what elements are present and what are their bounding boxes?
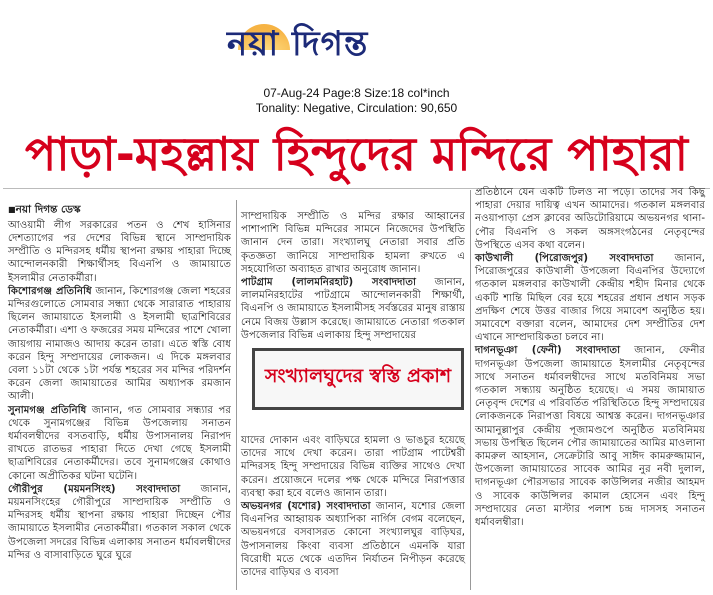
dateline-kicker: কিশোরগঞ্জ প্রতিনিধি xyxy=(8,285,92,297)
paragraph-text: জানান, ফেনীর দাগনভূঞা উপজেলা জামায়াতে ইসলামীর নেতৃবৃন্দের সাথে সনাতন ধর্মাবলম্বীদের সাথে মতবিনিময় সভা গতকাল সন্ধ্যায় অনুষ্ঠিত হয়েছে। এ সময় জামায়াত নেতৃবৃন্দ দেশের এ পরিবর্তিত পরিস্থিতিতে হিন্দু সম্প্রদায়ের লোকজনকে নিরাপত্তা বিষয়ে আশ্বস্ত করেন। দাগনভূঞার আমানুল্লাপুর কেন্দ্রীয় পূজামণ্ডপে অনুষ্ঠিত মতবিনিময় সভায় উপস্থিত ছিলেন পৌর জামায়াতের আমির মাওলানা কামরুল আহসান, সেক্রেটারি আবু সাঈদ কামরুজ্জামান, উপজেলা জামায়াতের সাবেক আমির নুর নবী দুলাল, দাগনভূঞা পৌরসভার সাবেক কাউন্সিলর নজীর আহমদ ও সাবেক কাউন্সিলর কামাল হোসেন এবং হিন্দু সম্প্রদায়ের নেতা মাস্টার পলাশ চন্দ্র দাসসহ সনাতন ধর্মাবলম্বীরা। xyxy=(475,345,706,529)
masthead xyxy=(0,0,713,80)
dateline-kicker: দাগনভূঞা (ফেনী) সংবাদদাতা xyxy=(475,345,621,357)
paragraph-text: যাদের দোকান এবং বাড়িঘরে হামলা ও ভাঙচুর হয়েছে তাদের সাথে দেখা করেন। তারা পাটগ্রাম পাটেশ্বরী মন্দিরসহ হিন্দু সম্প্রদায়ের বিভিন্ন ব্যক্তির সাথেও দেখা করেন। প্রয়োজনে দলের পক্ষ থেকে মন্দিরে নিরাপত্তার ব্যবস্থা করা হবে বলেও জানান তারা। xyxy=(241,435,465,499)
paragraph-text: জানান, গত সোমবার সন্ধ্যার পর থেকে সুনামগঞ্জের বিভিন্ন উপজেলায় সনাতন ধর্মাবলম্বীদের বসতবাড়ি, ধর্মীয় উপাসনালয় নিরাপদ রাখতে রাতভর পাহারা দিতে দেখা গেছে ইসলামী ছাত্রশিবিরের নেতাকর্মীদের। তবে সুনামগঞ্জের কোথাও কোনো অপ্রীতিকর ঘটনা ঘটেনি। xyxy=(8,404,232,482)
paragraph-text: আওয়ামী লীগ সরকারের পতন ও শেখ হাসিনার দেশত্যাগের পর দেশের বিভিন্ন স্থানে সাম্প্রদায়িক সম্প্রীতি ও মন্দিরসহ ধর্মীয় স্থাপনা রক্ষায় পাহারা দিচ্ছে আন্দোলনকারী শিক্ষার্থীসহ বিএনপি ও জামায়াতে ইসলামীর নেতাকর্মীরা। xyxy=(8,219,231,284)
newspaper-logo: নয়া দিগন্ত xyxy=(227,24,369,64)
paragraph-text: জানান, লালমনিরহাটের পাটগ্রামে আন্দোলনকারী শিক্ষার্থী, বিএনপি ও জামায়াতে ইসলামীসহ সর্বস্তরের মানুষ রাস্তায় নেমে বিজয় উল্লাস করেছে। জামায়াতে নেতারা গতকাল উপজেলার বিভিন্ন এলাকায় হিন্দু সম্প্রদায়ের xyxy=(241,277,465,341)
article-paragraph xyxy=(241,500,465,579)
article-paragraph xyxy=(475,186,705,252)
column-rule xyxy=(470,190,471,590)
article-paragraph xyxy=(241,434,465,500)
article-subheadline: সংখ্যালঘুদের স্বস্তি প্রকাশ xyxy=(252,348,464,410)
column-rule xyxy=(236,200,237,590)
article-paragraph xyxy=(241,210,465,276)
paragraph-text: জানান, পিরোজপুরের কাউখালী উপজেলা বিএনপির উদ্যোগে গতকাল মঙ্গলবার কাউখালী কেন্দ্রীয় শহীদ মিনার থেকে একটি শান্তি মিছিল বের হয়ে শহরের প্রধান প্রধান সড়ক প্রদক্ষিণ শেষে উত্তর বাজার গিয়ে সমাবেশ অনুষ্ঠিত হয়। সমাবেশে বক্তারা বলেন, আমাদের দেশ সম্প্রীতির দেশ এখানে সাম্প্রদায়িকতা চলবে না। xyxy=(475,253,705,344)
article-paragraph xyxy=(8,483,231,562)
paragraph-text: জানান, কিশোরগঞ্জ জেলা শহরের মন্দিরগুলোতে সোমবার সন্ধ্যা থেকে সারারাত পাহারায় ছিলেন জামায়াতে ইসলামী ও ইসলামী ছাত্রশিবিরের নেতাকর্মীরা। এশা ও ফজরের সময় মন্দিরের পাশে খোলা জায়গায় নামাজও আদায় করেন তারা। এতে স্বস্তি বোধ করেন হিন্দু সম্প্রদায়ের লোকজন। এ দিকে মঙ্গলবার বেলা ১১টা থেকে ১টা পর্যন্ত শহরের সব মন্দির পরিদর্শন করেন জেলা জামায়াতের আমির অধ্যাপক রমজান আলী। xyxy=(8,285,232,403)
paragraph-text: প্রতিষ্ঠানে যেন একটি ঢিলও না পড়ে। তাদের সব কিছু পাহারা দেয়ার দায়িত্ব এখন আমাদের। গতকাল মঙ্গলবার নওয়াপাড়া প্রেস ক্লাবের অডিটোরিয়ামে অভয়নগর থানা-পৌর বিএনপি ও সকল অঙ্গসংগঠনের নেতৃবৃন্দের উপস্থিতে এসব কথা বলেন। xyxy=(475,187,705,251)
column-1-body xyxy=(8,219,231,562)
article-paragraph xyxy=(241,276,465,342)
article-paragraph xyxy=(8,404,231,483)
column-3-body xyxy=(475,186,705,529)
dateline-kicker: সুনামগঞ্জ প্রতিনিধি xyxy=(8,404,87,416)
article-paragraph xyxy=(8,285,231,404)
article-paragraph xyxy=(475,252,705,344)
dateline-kicker: কাউখালী (পিরোজপুর) সংবাদদাতা xyxy=(475,253,654,265)
article-paragraph xyxy=(8,219,231,285)
clipping-meta-line2: Tonality: Negative, Circulation: 90,650 xyxy=(255,101,458,115)
column-2-top-body xyxy=(241,210,465,342)
clipping-meta-line1: 07-Aug-24 Page:8 Size:18 col*inch xyxy=(263,86,450,100)
article-byline: ■ নয়া দিগন্ত ডেস্ক xyxy=(8,203,231,217)
article-column-2-top xyxy=(241,210,465,341)
dateline-kicker: পাটগ্রাম (লালমনিরহাট) সংবাদদাতা xyxy=(241,277,416,289)
article-headline: পাড়া-মহল্লায় হিন্দুদের মন্দিরে পাহারা xyxy=(24,127,689,181)
paragraph-text: জানান, ময়মনসিংহের গৌরীপুরে সাম্প্রদায়িক সম্প্রীতি ও মন্দিরসহ ধর্মীয় স্থাপনা রক্ষায় পাহারা দিচ্ছেন পৌর জামায়াতে ইসলামীর নেতাকর্মীরা। গতকাল সকাল থেকে উপজেলা সদরের বিভিন্ন এলাকায় সনাতন ধর্মাবলম্বীদের মন্দির ও বাসাবাড়িতে ঘুরে ঘুরে xyxy=(8,483,231,561)
paragraph-text: সাম্প্রদায়িক সম্প্রীতি ও মন্দির রক্ষার আহ্বানের পাশাপাশি বিভিন্ন মন্দিরের সামনে নিজেদের উপস্থিতি জানান দেন তারা। সংখ্যালঘু নেতারা সবার প্রতি কৃতজ্ঞতা জানিয়ে সাম্প্রদায়িক হামলা রুখতে এ সহযোগিতা অব্যাহত রাখার অনুরোধ জানান। xyxy=(241,211,465,275)
paragraph-text: জানান, যশোর জেলা বিএনপির আহ্বায়ক অধ্যাপিকা নার্গিস বেগম বলেছেন, অভয়নগরে বসবাসরত কোনো সংখ্যালঘুর বাড়িঘর, উপাসনালয় কিংবা ব্যবসা প্রতিষ্ঠানে এমনকি যারা বিরোধী মতে থেকে এতদিন নির্যাতন নিপীড়ন করেছে তাদের বাড়িঘর ও ব্যবসা xyxy=(241,501,465,579)
dateline-kicker: গৌরীপুর (ময়মনসিংহ) সংবাদদাতা xyxy=(8,483,181,495)
dateline-kicker: অভয়নগর (যশোর) সংবাদদাতা xyxy=(241,501,371,513)
article-column-1 xyxy=(8,203,231,591)
article-paragraph xyxy=(475,344,705,529)
column-2-bottom-body xyxy=(241,434,465,579)
article-column-2-bottom xyxy=(241,434,465,591)
article-column-3 xyxy=(475,186,705,591)
